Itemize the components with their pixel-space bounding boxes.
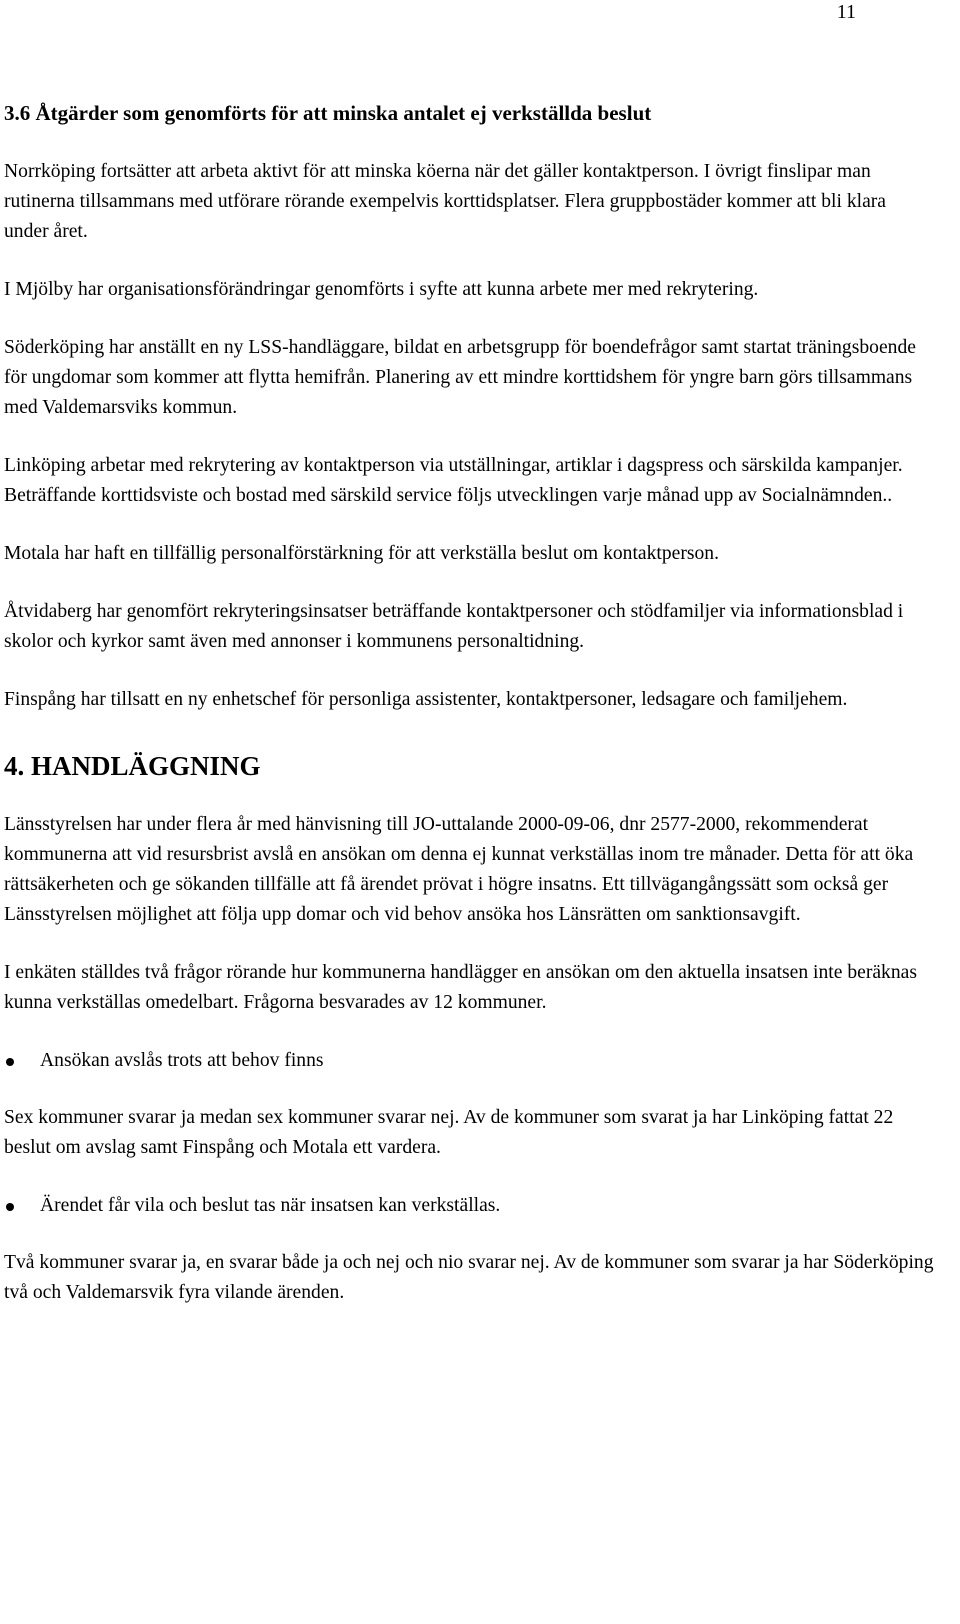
- paragraph-finspang: Finspång har tillsatt en ny enhetschef för personliga assistenter, kontaktpersoner, ledsagare och familjehem.: [4, 689, 848, 710]
- document-body: [4, 98, 934, 1336]
- bullet-list-1: [4, 1046, 934, 1076]
- section-heading-3-6: 3.6 Åtgärder som genomförts för att minska antalet ej verkställda beslut: [4, 101, 652, 125]
- paragraph-motala: Motala har haft en tillfällig personalförstärkning för att verkställa beslut om kontaktperson.: [4, 543, 719, 564]
- section-heading-4: 4. HANDLÄGGNING: [4, 751, 261, 781]
- page-number: 11: [836, 1, 856, 23]
- paragraph-norrkoping: Norrköping fortsätter att arbeta aktivt för att minska köerna när det gäller kontaktperson. I övrigt finslipar man rutinerna tillsammans med utförare rörande exempelvis korttidsplatser. Flera gruppbostäder kommer att bli klara under året.: [4, 161, 886, 242]
- paragraph-atvidaberg: Åtvidaberg har genomfört rekryteringsinsatser beträffande kontaktpersoner och stödfamiljer via informationsblad i skolor och kyrkor samt även med annonser i kommunens personaltidning.: [4, 601, 904, 652]
- bullet-list-2: [4, 1191, 934, 1221]
- paragraph-enkaten: I enkäten ställdes två frågor rörande hur kommunerna handlägger en ansökan om den aktuella insatsen inte beräknas kunna verkställas omedelbart. Frågorna besvarades av 12 kommuner.: [4, 962, 917, 1013]
- paragraph-bullet-2-answer: Två kommuner svarar ja, en svarar både ja och nej och nio svarar nej. Av de kommuner som svarar ja har Söderköping två och Valdemarsvik fyra vilande ärenden.: [4, 1252, 934, 1303]
- bullet-text: Ansökan avslås trots att behov finns: [40, 1050, 324, 1071]
- paragraph-lansstyrelsen: Länsstyrelsen har under flera år med hänvisning till JO-uttalande 2000-09-06, dnr 2577-2000, rekommenderat kommunerna att vid resursbrist avslå en ansökan om denna ej kunnat verkställas inom tre månader. Detta för att öka rättsäkerheten och ge sökanden tillfälle att få ärendet prövat i högre insatns. Ett tillvägangångssätt som också ger Länsstyrelsen möjlighet att följa upp domar och vid behov ansöka hos Länsrätten om sanktionsavgift.: [4, 814, 914, 925]
- list-item: [4, 1046, 934, 1076]
- paragraph-bullet-1-answer: Sex kommuner svarar ja medan sex kommuner svarar nej. Av de kommuner som svarat ja har Linköping fattat 22 beslut om avslag samt Finspång och Motala ett vardera.: [4, 1107, 894, 1158]
- bullet-icon: [6, 1058, 14, 1066]
- bullet-icon: [6, 1203, 14, 1211]
- paragraph-soderkoping: Söderköping har anställt en ny LSS-handläggare, bildat en arbetsgrupp för boendefrågor samt startat träningsboende för ungdomar som kommer att flytta hemifrån. Planering av ett mindre korttidshem för yngre barn görs tillsammans med Valdemarsviks kommun.: [4, 337, 916, 418]
- bullet-text: Ärendet får vila och beslut tas när insatsen kan verkställas.: [40, 1195, 501, 1216]
- paragraph-mjolby: I Mjölby har organisationsförändringar genomförts i syfte att kunna arbete mer med rekrytering.: [4, 279, 759, 300]
- paragraph-linkoping: Linköping arbetar med rekrytering av kontaktperson via utställningar, artiklar i dagspress och särskilda kampanjer. Beträffande korttidsviste och bostad med särskild service följs utvecklingen varje månad upp av Socialnämnden..: [4, 455, 903, 506]
- list-item: [4, 1191, 934, 1221]
